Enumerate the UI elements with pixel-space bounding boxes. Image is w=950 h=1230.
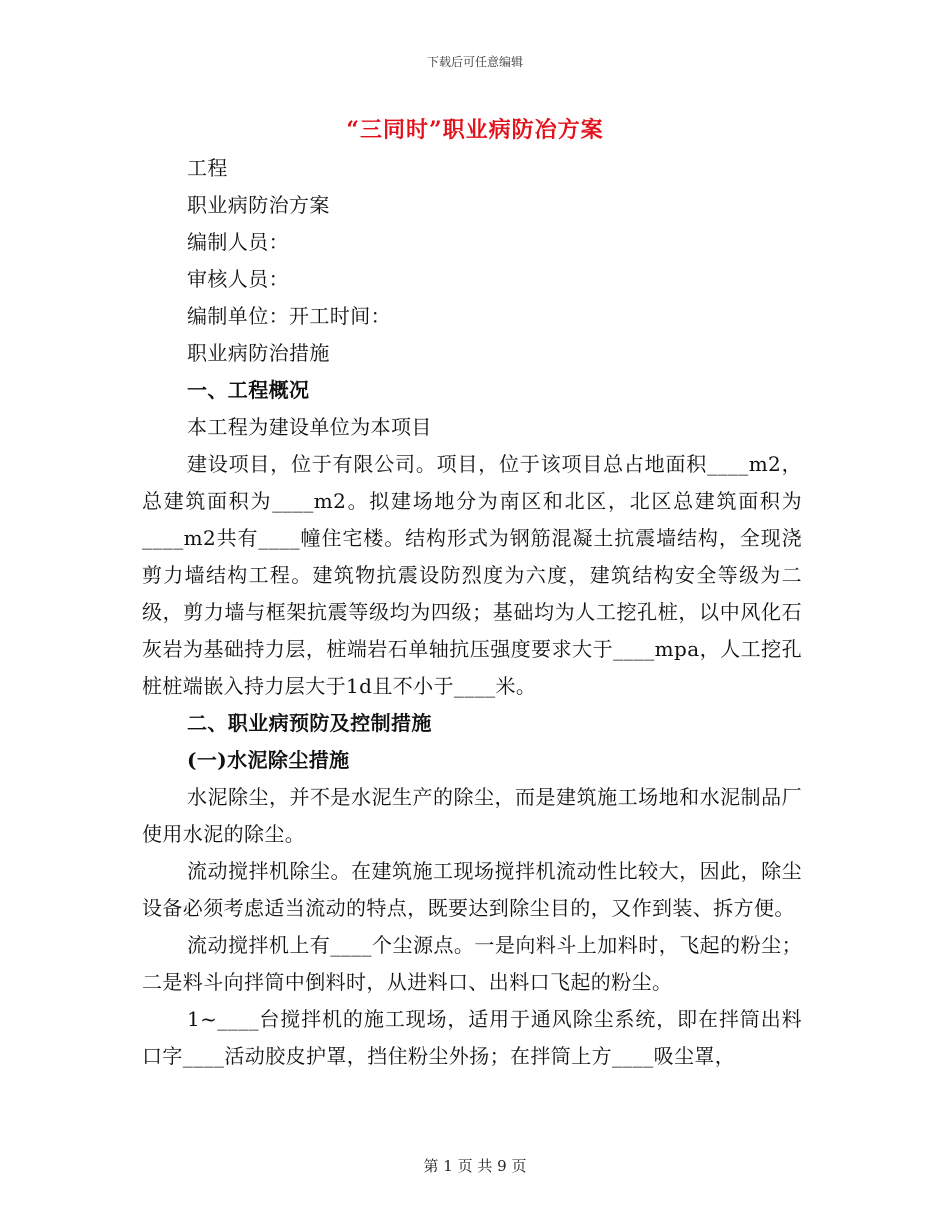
reviewer-line: 审核人员： xyxy=(187,267,289,291)
plan-name: 职业病防治方案 xyxy=(187,193,330,217)
paragraph: 流动搅拌机上有____个尘源点。一是向料斗上加料时，飞起的粉尘；二是料斗向拌筒中倒料时，从进料口、出料口飞起的粉尘。 xyxy=(142,933,802,994)
subsection-heading-cement-dust: (一)水泥除尘措施 xyxy=(187,748,350,772)
page-footer: 第 1 页 共 9 页 xyxy=(423,1157,527,1175)
compiler-line: 编制人员： xyxy=(187,230,289,254)
page-header: 下载后可任意编辑 xyxy=(426,55,523,69)
paragraph: 本工程为建设单位为本项目 xyxy=(187,415,432,439)
paragraph: 水泥除尘，并不是水泥生产的除尘，而是建筑施工场地和水泥制品厂使用水泥的除尘。 xyxy=(142,785,802,846)
paragraph: 流动搅拌机除尘。在建筑施工现场搅拌机流动性比较大，因此，除尘设备必须考虑适当流动的特点，既要达到除尘目的，又作到装、拆方便。 xyxy=(142,859,802,920)
document-title: “三同时”职业病防冶方案 xyxy=(346,117,604,143)
document-body xyxy=(142,150,802,1075)
project-label: 工程 xyxy=(187,156,228,180)
paragraph: 1~____台搅拌机的施工现场，适用于通风除尘系统，即在拌筒出料口字____活动胶皮护罩，挡住粉尘外扬；在拌筒上方____吸尘罩， xyxy=(142,1007,802,1068)
section-heading-overview: 一、工程概况 xyxy=(187,378,310,402)
measures-heading: 职业病防治措施 xyxy=(187,341,330,365)
unit-date-line: 编制单位：开工时间： xyxy=(187,304,391,328)
paragraph: 建设项目，位于有限公司。项目，位于该项目总占地面积____m2，总建筑面积为____m2。拟建场地分为南区和北区，北区总建筑面积为____m2共有____幢住宅楼。结构形式为钢筋混凝土抗震墙结构，全现浇剪力墙结构工程。建筑物抗震设防烈度为六度，建筑结构安全等级为二级，剪力墙与框架抗震等级均为四级；基础均为人工挖孔桩，以中风化石灰岩为基础持力层，桩端岩石单轴抗压强度要求大于____mpa，人工挖孔桩桩端嵌入持力层大于1d且不小于____米。 xyxy=(142,452,802,698)
section-heading-prevention: 二、职业病预防及控制措施 xyxy=(187,711,432,735)
